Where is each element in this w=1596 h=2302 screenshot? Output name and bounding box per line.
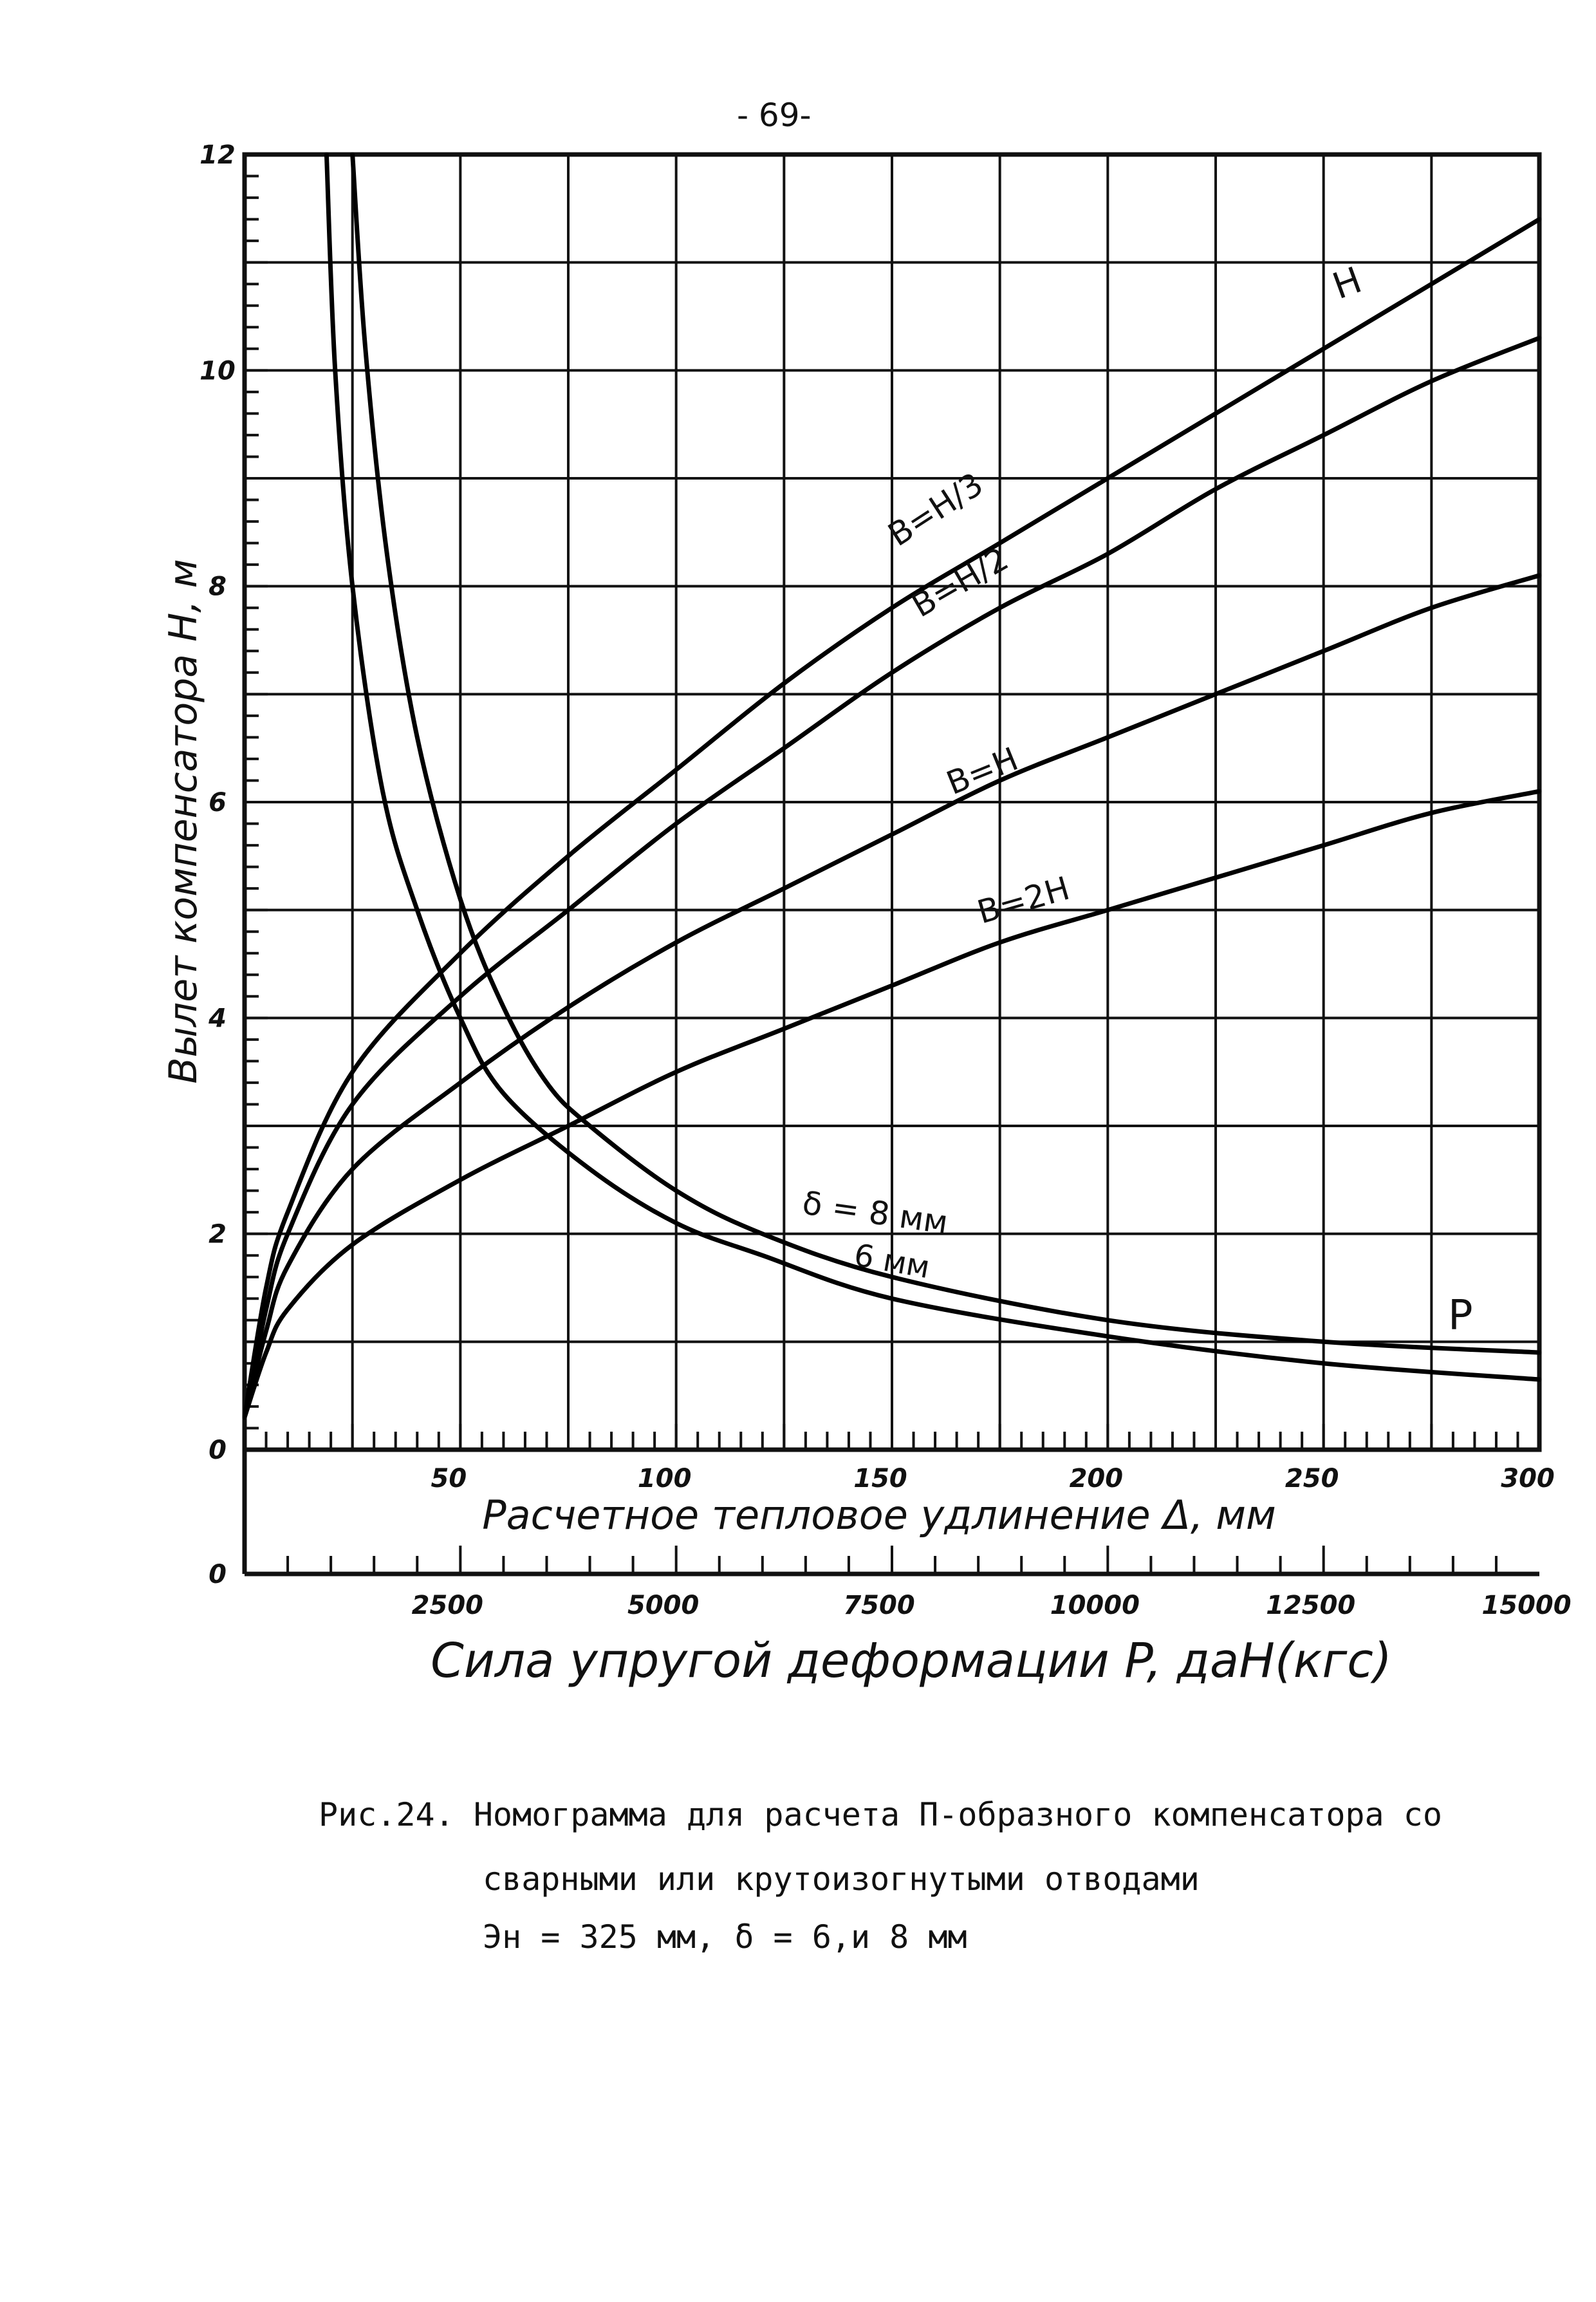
curve-label: δ = 8 мм bbox=[800, 1184, 951, 1242]
series-line-5 bbox=[326, 154, 1539, 1380]
x2-tick-label: 12500 bbox=[1266, 1591, 1356, 1620]
series-line-4 bbox=[353, 154, 1539, 1352]
x2-tick-label: 7500 bbox=[843, 1591, 915, 1620]
y-tick-label: 0 bbox=[209, 1436, 227, 1465]
curve-label: 6 мм bbox=[851, 1237, 933, 1286]
x2-axis-title: Сила упругой деформации P, даН(кгс) bbox=[431, 1633, 1392, 1689]
y-tick-label: 6 bbox=[209, 788, 227, 818]
x2-tick-label: 5000 bbox=[627, 1591, 700, 1620]
x-tick-label: 300 bbox=[1501, 1464, 1555, 1493]
x2-tick-label: 2500 bbox=[411, 1591, 483, 1620]
caption-line-3: Эн = 325 мм, δ = 6,и 8 мм bbox=[483, 1918, 967, 1956]
x2-tick-label: 10000 bbox=[1050, 1591, 1140, 1620]
y-tick-label: 10 bbox=[200, 356, 236, 386]
curve-label: H bbox=[1327, 259, 1368, 308]
curve-label: В=Н bbox=[941, 740, 1024, 803]
x-tick-label: 50 bbox=[431, 1464, 467, 1493]
y-tick-label: 4 bbox=[209, 1004, 227, 1034]
x2-tick-label: 15000 bbox=[1481, 1591, 1572, 1620]
chart-ticks bbox=[245, 154, 1517, 1574]
x-tick-label: 150 bbox=[853, 1464, 907, 1493]
chart-labels bbox=[161, 140, 1572, 1689]
curve-label: В=Н/2 bbox=[905, 539, 1015, 625]
curve-label: В=Н/3 bbox=[881, 465, 990, 554]
chart-grid bbox=[245, 154, 1539, 1574]
x-axis-title: Расчетное тепловое удлинение Δ, мм bbox=[482, 1492, 1276, 1539]
y-tick-label: 8 bbox=[209, 572, 227, 602]
x-tick-label: 100 bbox=[637, 1464, 692, 1493]
x2-tick-label: 0 bbox=[209, 1560, 227, 1589]
caption-line-1: Рис.24. Номограмма для расчета П-образного компенсатора со bbox=[319, 1796, 1442, 1833]
y-tick-label: 2 bbox=[209, 1219, 227, 1249]
caption-line-2: сварными или крутоизогнутыми отводами bbox=[483, 1860, 1200, 1898]
page-number: - 69- bbox=[737, 97, 812, 134]
y-tick-label: 12 bbox=[200, 140, 236, 170]
curve-label: В=2Н bbox=[973, 869, 1074, 931]
x-tick-label: 200 bbox=[1069, 1464, 1124, 1493]
y-axis-title: Вылет компенсатора H, м bbox=[161, 559, 206, 1084]
x-tick-label: 250 bbox=[1285, 1464, 1339, 1493]
curve-label: P bbox=[1448, 1292, 1473, 1340]
